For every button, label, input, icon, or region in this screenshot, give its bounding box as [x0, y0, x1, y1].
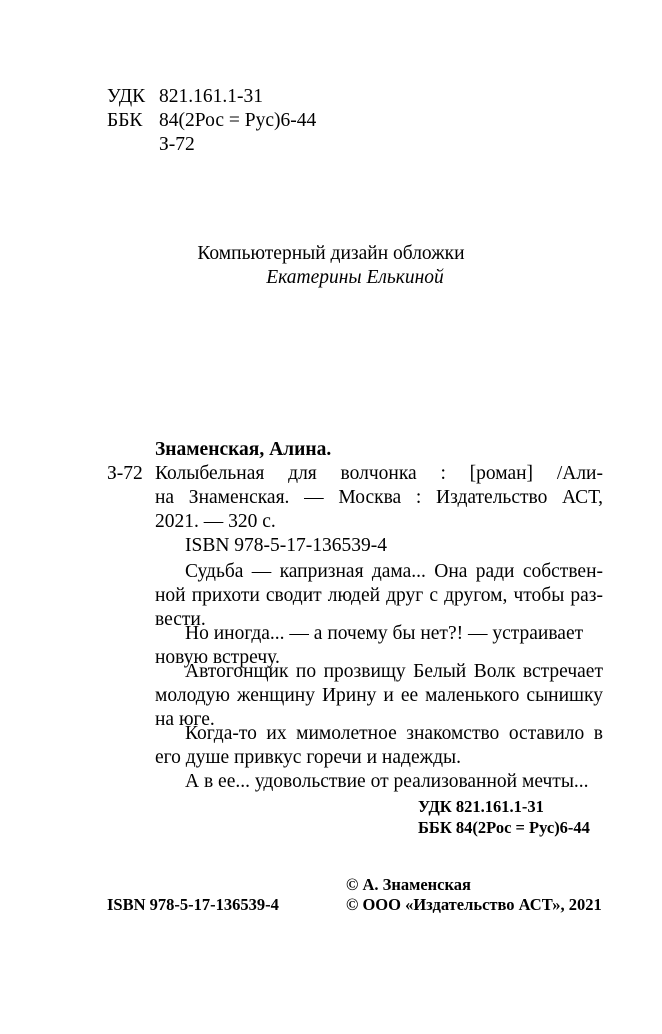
bibliographic-desc-line2: на Знаменская. — Москва : Издательство АСТ,: [155, 487, 603, 508]
footer-udk: УДК 821.161.1-31: [418, 797, 544, 816]
cover-credit-line1: Компьютерный дизайн обложки: [197, 243, 465, 264]
udk-label: УДК: [107, 86, 146, 107]
bbk-label: ББК: [107, 110, 143, 131]
author-sign: З-72: [159, 134, 195, 155]
copyright-author: © А. Знаменская: [346, 875, 471, 894]
annotation-line: новую встречу.: [155, 647, 280, 668]
annotation-line: А в ее... удовольствие от реализованной мечты...: [185, 771, 589, 792]
bibliographic-desc-line1: Колыбельная для волчонка : [роман] /Али-: [155, 463, 603, 484]
bibliographic-desc-line3: 2021. — 320 с.: [155, 511, 276, 532]
bbk-value: 84(2Рос = Рус)6-44: [159, 110, 317, 131]
annotation-line: молодую женщину Ирину и ее маленького сынишку: [155, 685, 603, 706]
book-author: Знаменская, Алина.: [155, 439, 332, 460]
annotation-line: Когда-то их мимолетное знакомство оставило в: [185, 723, 603, 744]
bibliographic-isbn: ISBN 978-5-17-136539-4: [185, 535, 388, 556]
annotation-line: ной прихоти сводит людей друг с другом, чтобы раз-: [155, 585, 603, 606]
annotation-line: Судьба — капризная дама... Она ради собствен-: [185, 561, 603, 582]
bibliographic-sign: З-72: [107, 463, 143, 484]
cover-credit-line2: Екатерины Елькиной: [266, 267, 444, 288]
udk-value: 821.161.1-31: [159, 86, 263, 107]
annotation-line: Автогонщик по прозвищу Белый Волк встречает: [185, 661, 603, 682]
footer-bbk: ББК 84(2Рос = Рус)6-44: [418, 818, 590, 837]
annotation-line: на юге.: [155, 709, 215, 730]
copyright-publisher: © ООО «Издательство АСТ», 2021: [346, 895, 602, 914]
annotation-line: его душе привкус горечи и надежды.: [155, 747, 461, 768]
annotation-line: вести.: [155, 609, 206, 630]
footer-isbn: ISBN 978-5-17-136539-4: [107, 895, 279, 914]
annotation-line: Но иногда... — а почему бы нет?! — устраивает: [185, 623, 584, 644]
